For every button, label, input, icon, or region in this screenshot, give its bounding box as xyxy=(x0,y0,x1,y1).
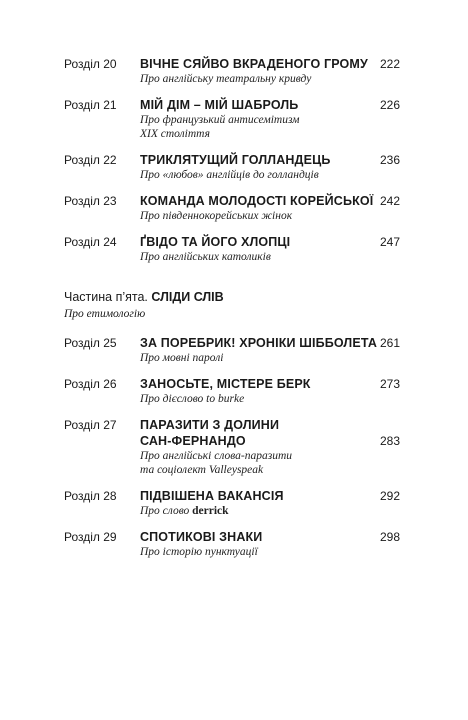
chapter-number: Розділ 25 xyxy=(64,336,117,350)
chapter-subtitle-line-2: XIX століття xyxy=(140,128,210,140)
chapter-number: Розділ 24 xyxy=(64,235,117,249)
chapter-number: Розділ 22 xyxy=(64,153,117,167)
subtitle-word: derrick xyxy=(192,505,229,517)
chapter-number: Розділ 29 xyxy=(64,530,117,544)
chapter-title-line-1: ПАРАЗИТИ З ДОЛИНИ xyxy=(140,418,280,432)
part-name: СЛІДИ СЛІВ xyxy=(151,290,224,304)
page-number: 298 xyxy=(379,530,400,544)
chapter-title: ЗАНОСЬТЕ, МІСТЕРЕ БЕРК xyxy=(140,377,311,391)
page-number: 273 xyxy=(379,377,400,391)
part-subtitle: Про етимологію xyxy=(64,308,146,320)
chapter-number: Розділ 21 xyxy=(64,98,117,112)
chapter-title: МІЙ ДІМ – МІЙ ШАБРОЛЬ xyxy=(140,98,299,112)
chapter-subtitle xyxy=(140,504,372,518)
chapter-number: Розділ 26 xyxy=(64,377,117,391)
page-number: 261 xyxy=(379,336,400,350)
chapter-subtitle: Про південнокорейських жінок xyxy=(140,210,293,222)
part-label: Частина п’ята. xyxy=(64,290,152,304)
part-heading[interactable] xyxy=(64,289,224,305)
chapter-subtitle: Про «любов» англійців до голландців xyxy=(140,169,319,181)
subtitle-prefix: Про слово xyxy=(140,505,193,517)
page-number: 242 xyxy=(379,194,400,208)
chapter-title: ҐВІДО ТА ЙОГО ХЛОПЦІ xyxy=(140,235,291,249)
page-number: 247 xyxy=(379,235,400,249)
chapter-title: ВІЧНЕ СЯЙВО ВКРАДЕНОГО ГРОМУ xyxy=(140,57,368,71)
chapter-title-line-2: САН-ФЕРНАНДО xyxy=(140,434,246,448)
chapter-title: ТРИКЛЯТУЩИЙ ГОЛЛАНДЕЦЬ xyxy=(140,153,331,167)
chapter-subtitle-line-2: та соціолект Valleyspeak xyxy=(140,464,264,476)
chapter-title: ЗА ПОРЕБРИК! ХРОНІКИ ШІББОЛЕТА xyxy=(140,336,378,350)
chapter-subtitle: Про мовні паролі xyxy=(140,352,224,364)
chapter-title: ПІДВІШЕНА ВАКАНСІЯ xyxy=(140,489,284,503)
chapter-title: СПОТИКОВІ ЗНАКИ xyxy=(140,530,263,544)
chapter-subtitle: Про англійську театральну кривду xyxy=(140,73,312,85)
chapter-subtitle: Про дієслово to burke xyxy=(140,393,245,405)
chapter-subtitle-line-1: Про французький антисемітизм xyxy=(140,114,300,126)
chapter-number: Розділ 20 xyxy=(64,57,117,71)
page-number: 236 xyxy=(379,153,400,167)
chapter-number: Розділ 28 xyxy=(64,489,117,503)
chapter-subtitle-line-1: Про англійські слова-паразити xyxy=(140,450,293,462)
chapter-title: КОМАНДА МОЛОДОСТІ КОРЕЙСЬКОЇ xyxy=(140,194,374,208)
page-number: 292 xyxy=(379,489,400,503)
chapter-number: Розділ 27 xyxy=(64,418,117,432)
chapter-subtitle: Про англійських католиків xyxy=(140,251,271,263)
page-number: 226 xyxy=(379,98,400,112)
page-number: 283 xyxy=(379,434,400,448)
chapter-number: Розділ 23 xyxy=(64,194,117,208)
chapter-subtitle: Про історію пунктуації xyxy=(140,546,258,558)
page-number: 222 xyxy=(379,57,400,71)
